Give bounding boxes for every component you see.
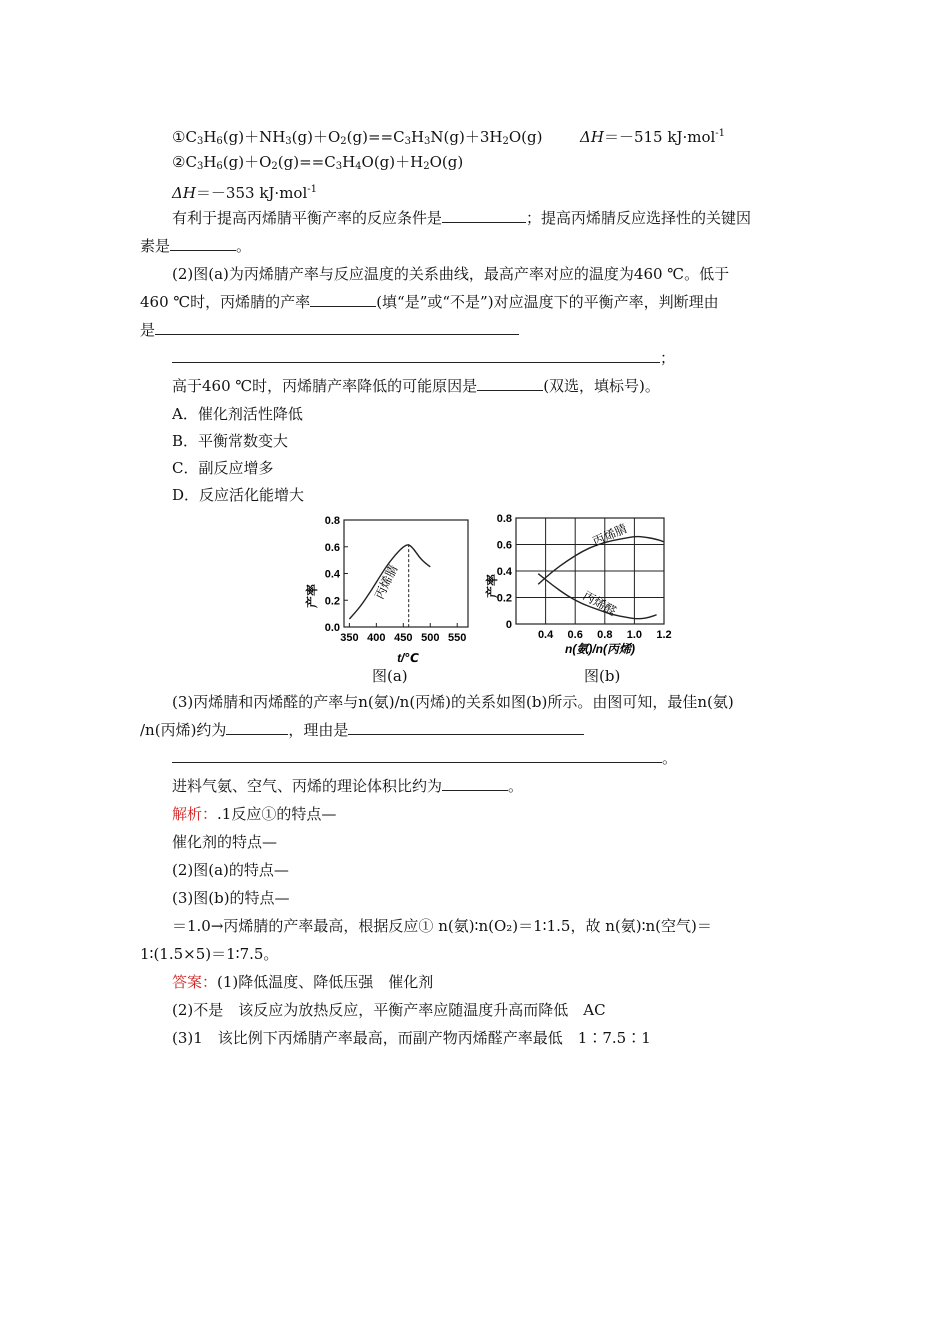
answer-label: 答案： [172, 973, 218, 991]
chart-a-caption: 图(a) [372, 667, 408, 685]
question-3-line-1: (3)丙烯腈和丙烯醛的产率与n(氨)/n(丙烯)的关系如图(b)所示。由图可知，最佳n(氨) [172, 693, 734, 711]
answer-blank[interactable] [172, 348, 660, 363]
answer-blank[interactable] [226, 720, 288, 735]
answer-blank[interactable] [477, 376, 543, 391]
question-3-line-2: /n(丙烯)约为 ，理由是 [140, 720, 584, 740]
chart-a-xtick-label: 350 [340, 632, 359, 644]
delta-h-1: ΔH [580, 128, 604, 146]
answer-blank[interactable] [170, 236, 236, 251]
chart-b-ytick-label: 0 [505, 619, 512, 631]
question-2-line-5: 高于460 ℃时，丙烯腈产率降低的可能原因是 (双选，填标号)。 [172, 377, 660, 395]
chart-b-caption: 图(b) [584, 667, 621, 685]
answer-blank[interactable] [442, 776, 508, 791]
question-1-line-2: 素是 。 [140, 237, 252, 255]
answer-blank[interactable] [310, 292, 376, 307]
equation-1: $①C_3H_6(g)+NH_3(g)+O_2(g)==C_3H_3N(g)+3H_2O(g)$ ΔH＝－515 kJ·mol$^{-1}$ [172, 128, 726, 147]
question-3-line-3: 。 [172, 748, 677, 768]
chart-a-series-label: 丙烯腈 [372, 562, 401, 602]
analysis-line-3: (2)图(a)的特点— [172, 861, 289, 879]
delta-h-2: ΔH＝－353 kJ·mol$^{-1}$ [172, 184, 317, 202]
option-a: A．催化剂活性降低 [172, 405, 303, 423]
analysis-line-5: ＝1.0→丙烯腈的产率最高，根据反应① n(氨)∶n(O₂)＝1∶1.5，故 n(氨)∶n(空气)＝ [172, 917, 712, 935]
answer-line-3: (3)1 该比例下丙烯腈产率最高，而副产物丙烯醛产率最低 1∶7.5∶1 [172, 1029, 651, 1047]
chart-a-xtick-label: 550 [448, 632, 467, 644]
chart-a-ytick-label: 0.6 [324, 541, 340, 554]
chart-b-ytick-label: 0.4 [496, 566, 512, 578]
chart-b-xtick-label: 0.6 [567, 629, 583, 641]
analysis-line-6: 1∶(1.5×5)＝1∶7.5。 [140, 945, 279, 963]
answer-blank[interactable] [172, 748, 662, 763]
chart-a [302, 512, 482, 664]
question-3-line-4: 进料气氨、空气、丙烯的理论体积比约为 。 [172, 777, 524, 795]
chart-b-series-label-1: 丙烯腈 [590, 521, 630, 549]
answer-blank[interactable] [442, 208, 526, 223]
answer-line-1: 答案：(1)降低温度、降低压强 催化剂 [172, 973, 434, 991]
chart-b-xtick-label: 1.0 [626, 629, 643, 641]
option-c: C．副反应增多 [172, 459, 274, 477]
chart-a-xtick-label: 400 [367, 632, 386, 644]
chart-b-xtick-label: 0.4 [537, 629, 554, 641]
chart-b-ytick-label: 0.2 [496, 592, 512, 605]
equation-2: $②C_3H_6(g)+O_2(g)==C_3H_4O(g)+H_2O(g)$ [172, 153, 464, 172]
chart-a-xtick-label: 500 [421, 632, 440, 644]
chart-a-ytick-label: 0.8 [324, 515, 340, 527]
analysis-label: 解析： [172, 805, 218, 823]
chart-a-frame [344, 520, 468, 627]
chart-a-ytick-label: 0.0 [324, 622, 340, 634]
chart-b-xtick-label: 1.2 [656, 629, 672, 641]
option-d: D．反应活化能增大 [172, 486, 305, 504]
chart-a-ytick-label: 0.2 [324, 595, 340, 608]
chart-a-xtick-label: 450 [394, 632, 413, 644]
chart-b-xtick-label: 0.8 [597, 629, 613, 641]
question-1-line-1: 有利于提高丙烯腈平衡产率的反应条件是 ；提高丙烯腈反应选择性的关键因 [172, 209, 752, 227]
question-2-line-1: (2)图(a)为丙烯腈产率与反应温度的关系曲线，最高产率对应的温度为460 ℃。低于 [172, 265, 730, 283]
analysis-line-2: 催化剂的特点— [172, 833, 278, 851]
analysis-line-4: (3)图(b)的特点— [172, 889, 290, 907]
answer-blank[interactable] [348, 720, 584, 735]
chart-a-ytick-label: 0.4 [324, 568, 340, 581]
chart-a-ylabel: 产率 [305, 583, 319, 609]
analysis-line-1: 解析：.1反应①的特点— [172, 805, 337, 823]
chart-b-ylabel: 产率 [485, 573, 499, 599]
chart-b-series-label-2: 丙烯醛 [580, 588, 619, 619]
question-2-line-4: ； [172, 348, 675, 368]
chart-b-ytick-label: 0.6 [496, 539, 512, 552]
chart-a-xlabel: t/℃ [397, 651, 419, 664]
option-b: B．平衡常数变大 [172, 432, 289, 450]
answer-blank[interactable] [155, 320, 519, 335]
question-2-line-3: 是 [140, 320, 519, 340]
chart-b-ytick-label: 0.8 [496, 513, 512, 525]
chart-b [480, 512, 680, 657]
answer-line-2: (2)不是 该反应为放热反应，平衡产率应随温度升高而降低 AC [172, 1001, 606, 1019]
chart-b-xlabel: n(氨)/n(丙烯) [565, 642, 635, 656]
question-2-line-2: 460 ℃时，丙烯腈的产率 (填“是”或“不是”)对应温度下的平衡产率，判断理由 [140, 293, 719, 311]
